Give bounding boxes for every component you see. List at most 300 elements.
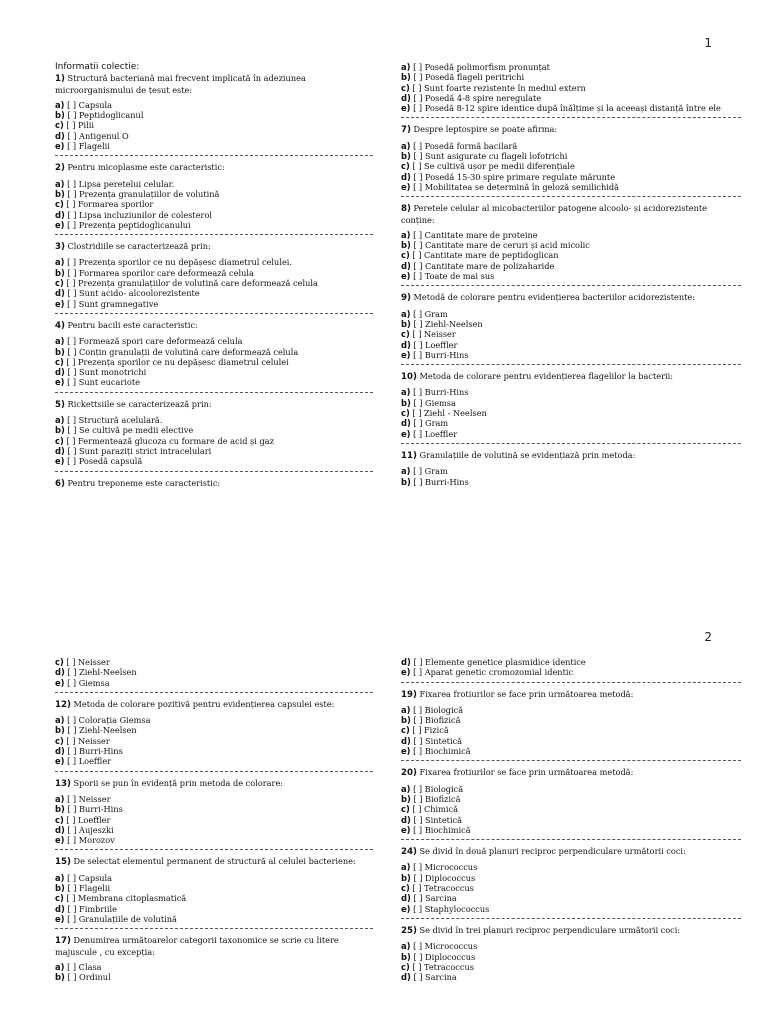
option-letter: c) [401, 408, 410, 419]
option-text: [ ] Se cultivă pe medii elective [67, 425, 194, 436]
question-title [55, 162, 373, 173]
answer-option[interactable] [401, 873, 741, 883]
question-title [401, 203, 741, 225]
option-text: [ ] Biologică [413, 783, 464, 794]
answer-option[interactable] [401, 952, 741, 962]
answer-option[interactable] [401, 667, 741, 677]
answer-option[interactable] [401, 746, 741, 756]
answer-option[interactable] [401, 398, 741, 408]
answer-option[interactable] [55, 446, 373, 456]
option-letter: e) [55, 756, 65, 767]
question-block [55, 399, 373, 467]
answer-option[interactable] [401, 141, 741, 151]
option-letter: b) [55, 346, 65, 357]
option-text: [ ] Burri-Hins [413, 387, 469, 398]
option-text: [ ] Giemsa [413, 397, 456, 408]
option-text: [ ] Posedă 15-30 spire primare regulate mărunte [413, 171, 616, 182]
answer-option[interactable] [401, 182, 741, 192]
option-text: [ ] Sunt monotrichi [67, 367, 147, 378]
answer-option[interactable] [401, 172, 741, 182]
option-text: [ ] Gram [413, 466, 448, 477]
answer-option[interactable] [401, 941, 741, 951]
option-letter: a) [55, 415, 65, 426]
question-title [55, 399, 373, 410]
dashed-separator [401, 760, 741, 761]
answer-option[interactable] [55, 962, 373, 972]
option-letter: e) [55, 835, 65, 846]
option-letter: a) [401, 466, 411, 477]
answer-option[interactable] [55, 299, 373, 309]
collection-info-heading: Informatii colectie: [55, 62, 140, 72]
answer-option[interactable] [55, 736, 373, 746]
answer-option[interactable] [55, 883, 373, 893]
option-text: [ ] Giemsa [67, 677, 110, 688]
option-text: [ ] Sintetică [413, 814, 463, 825]
answer-option[interactable] [55, 278, 373, 288]
option-letter: d) [401, 814, 411, 825]
answer-option[interactable] [55, 357, 373, 367]
option-letter: c) [55, 657, 64, 667]
option-letter: b) [401, 72, 411, 83]
option-text: [ ] Fizică [412, 725, 449, 736]
answer-option[interactable] [55, 715, 373, 725]
option-letter: d) [401, 657, 411, 667]
option-letter: d) [55, 445, 65, 456]
option-text: [ ] Antigenul O [67, 130, 129, 141]
option-text: [ ] Lipsa incluziunilor de colesterol [67, 209, 213, 220]
option-letter: e) [401, 667, 411, 678]
dashed-separator [55, 928, 373, 929]
option-text: [ ] Burri-Hins [67, 804, 123, 815]
question-text: Fixarea frotiurilor se face prin următoarea metodă: [419, 688, 634, 699]
answer-option[interactable] [401, 309, 741, 319]
question-block [401, 292, 741, 360]
option-text: [ ] Toate de mai sus [413, 271, 495, 282]
dashed-separator [401, 196, 741, 197]
question-block [55, 657, 373, 688]
answer-option[interactable] [401, 250, 741, 260]
option-text: [ ] Colorația Giemsa [67, 715, 151, 726]
answer-option[interactable] [55, 794, 373, 804]
question-title [55, 778, 373, 789]
left-column [55, 657, 373, 982]
answer-option[interactable] [55, 425, 373, 435]
right-column [401, 657, 741, 982]
answer-option[interactable] [401, 736, 741, 746]
option-letter: c) [55, 199, 64, 210]
option-letter: c) [401, 161, 410, 172]
option-letter: e) [55, 377, 65, 388]
answer-option[interactable] [401, 705, 741, 715]
option-text: [ ] Biologică [413, 704, 464, 715]
option-text: [ ] Membrana citoplasmatică [66, 893, 187, 904]
option-letter: b) [401, 951, 411, 962]
option-letter: a) [401, 941, 411, 952]
option-letter: d) [55, 903, 65, 914]
dashed-separator [55, 234, 373, 235]
option-text: [ ] Morozov [67, 835, 115, 846]
option-text: [ ] Cantitate mare de polizaharide [413, 260, 555, 271]
option-text: [ ] Mobilitatea se determină în geloză semilichidă [413, 181, 620, 192]
question-text: Metoda de colorare pozitivă pentru evidențierea capsulei este: [73, 698, 335, 709]
question-text: Clostridiile se caracterizează prin: [67, 241, 211, 252]
answer-option[interactable] [55, 367, 373, 377]
answer-option[interactable] [401, 715, 741, 725]
option-text: [ ] Conțin granulații de volutină care deformează celula [67, 346, 299, 357]
question-text: Metodă de colorare pentru evidențierea bacteriilor acidorezistente: [413, 292, 696, 303]
option-letter: b) [55, 883, 65, 894]
dashed-separator [55, 392, 373, 393]
option-text: [ ] Biochimică [413, 746, 471, 757]
answer-option[interactable] [55, 815, 373, 825]
question-number: 6) [55, 478, 65, 489]
option-text: [ ] Gram [413, 418, 449, 429]
answer-option[interactable] [55, 141, 373, 151]
option-text: [ ] Aujeszki [67, 824, 114, 835]
answer-option[interactable] [401, 804, 741, 814]
option-text: [ ] Biofizică [413, 715, 461, 726]
question-block [55, 320, 373, 388]
answer-option[interactable] [55, 288, 373, 298]
question-block [401, 925, 741, 982]
question-number: 2) [55, 163, 65, 174]
answer-option[interactable] [55, 725, 373, 735]
option-text: [ ] Peptidoglicanul [67, 110, 144, 121]
question-text: Pentru treponeme este caracteristic: [67, 477, 221, 488]
option-letter: d) [401, 735, 411, 746]
option-text: [ ] Fimbriile [67, 903, 117, 914]
option-text: [ ] Staphylococcus [413, 903, 490, 914]
option-letter: b) [401, 793, 411, 804]
option-text: [ ] Aparat genetic cromozomial identic [413, 667, 574, 678]
question-title [401, 450, 741, 461]
answer-option[interactable] [401, 271, 741, 281]
answer-option[interactable] [55, 825, 373, 835]
answer-option[interactable] [401, 657, 741, 667]
answer-option[interactable] [55, 678, 373, 688]
answer-option[interactable] [55, 972, 373, 982]
question-title [55, 478, 373, 489]
dashed-separator [55, 313, 373, 314]
question-title [401, 846, 741, 857]
option-letter: a) [401, 862, 411, 873]
question-block [55, 856, 373, 924]
answer-option[interactable] [401, 161, 741, 171]
option-letter: e) [401, 181, 411, 192]
question-block [401, 846, 741, 914]
answer-option[interactable] [55, 657, 373, 667]
option-letter: b) [55, 188, 65, 199]
option-text: [ ] Loeffler [413, 339, 458, 350]
dashed-separator [55, 692, 373, 693]
answer-option[interactable] [401, 862, 741, 872]
option-letter: d) [401, 92, 411, 103]
option-text: [ ] Gram [413, 308, 448, 319]
option-letter: c) [55, 356, 64, 367]
option-letter: b) [401, 397, 411, 408]
option-text: [ ] Fermentează glucoza cu formare de acid și gaz [66, 435, 274, 446]
answer-option[interactable] [401, 151, 741, 161]
answer-option[interactable] [401, 408, 741, 418]
option-text: [ ] Neisser [412, 329, 456, 340]
option-letter: a) [55, 257, 65, 268]
question-text: Rickettsiile se caracterizează prin: [67, 398, 212, 409]
option-letter: b) [401, 151, 411, 162]
answer-option[interactable] [401, 261, 741, 271]
question-block [401, 62, 741, 113]
option-letter: e) [55, 219, 65, 230]
answer-option[interactable] [401, 72, 741, 82]
option-text: [ ] Chimică [412, 804, 459, 815]
answer-option[interactable] [401, 825, 741, 835]
question-text: De selectat elementul permanent de structură al celulei bacteriene: [73, 856, 356, 867]
option-text: [ ] Sunt gramnegative [67, 298, 159, 309]
option-text: [ ] Posedă polimorfism pronunțat [413, 62, 550, 72]
answer-option[interactable] [55, 131, 373, 141]
question-title [55, 320, 373, 331]
option-letter: a) [55, 715, 65, 726]
option-text: [ ] Neisser [66, 657, 110, 667]
option-letter: a) [55, 961, 65, 972]
option-letter: c) [55, 435, 64, 446]
option-text: [ ] Diplococcus [413, 951, 476, 962]
answer-option[interactable] [55, 100, 373, 110]
answer-option[interactable] [401, 429, 741, 439]
question-number: 13) [55, 778, 71, 789]
question-title [401, 925, 741, 936]
dashed-separator [401, 285, 741, 286]
option-text: [ ] Prezența granulațiilor de volutină care deformează celula [66, 278, 318, 289]
answer-option[interactable] [401, 477, 741, 487]
option-letter: d) [401, 171, 411, 182]
option-text: [ ] Formarea sporilor [66, 199, 154, 210]
question-number: 20) [401, 768, 417, 779]
answer-option[interactable] [55, 746, 373, 756]
question-block [401, 450, 741, 487]
option-letter: e) [55, 141, 65, 152]
option-letter: e) [401, 746, 411, 757]
option-text: [ ] Formează spori care deformează celula [67, 336, 243, 347]
option-text: [ ] Capsula [67, 872, 113, 883]
question-block [401, 124, 741, 192]
option-letter: a) [401, 783, 411, 794]
dashed-separator [401, 364, 741, 365]
question-block [401, 657, 741, 678]
answer-option[interactable] [401, 350, 741, 360]
option-text: [ ] Burri-Hins [413, 476, 469, 487]
option-letter: d) [401, 972, 411, 983]
question-block [55, 935, 373, 982]
answer-option[interactable] [401, 794, 741, 804]
answer-option[interactable] [401, 904, 741, 914]
page-2 [0, 615, 768, 1024]
option-letter: b) [401, 715, 411, 726]
option-text: [ ] Loeffler [413, 428, 458, 439]
option-letter: d) [55, 746, 65, 757]
question-block [401, 371, 741, 439]
answer-option[interactable] [55, 257, 373, 267]
answer-option[interactable] [55, 179, 373, 189]
option-text: [ ] Se cultivă ușor pe medii diferențiale [412, 161, 575, 172]
question-block [401, 203, 741, 281]
question-title [55, 856, 373, 867]
question-text: Metoda de colorare pentru evidențierea flagelilor la bacterii: [419, 371, 674, 382]
option-letter: b) [401, 872, 411, 883]
option-letter: e) [55, 456, 65, 467]
answer-option[interactable] [55, 835, 373, 845]
answer-option[interactable] [55, 220, 373, 230]
option-text: [ ] Neisser [66, 735, 110, 746]
option-letter: e) [401, 824, 411, 835]
option-letter: a) [55, 872, 65, 883]
option-text: [ ] Sunt eucariote [67, 377, 140, 388]
option-letter: e) [55, 913, 65, 924]
dashed-separator [401, 839, 741, 840]
answer-option[interactable] [401, 340, 741, 350]
question-title [55, 699, 373, 710]
option-text: [ ] Structură acelulară. [67, 415, 163, 426]
answer-option[interactable] [55, 667, 373, 677]
answer-option[interactable] [55, 436, 373, 446]
answer-option[interactable] [401, 883, 741, 893]
question-title [401, 371, 741, 382]
question-block [55, 699, 373, 767]
answer-option[interactable] [401, 62, 741, 72]
question-block [401, 767, 741, 835]
answer-option[interactable] [55, 336, 373, 346]
question-title [401, 689, 741, 700]
option-text: [ ] Cantitate mare de peptidoglican [412, 250, 559, 261]
question-title [401, 292, 741, 303]
option-text: [ ] Micrococcus [413, 941, 478, 952]
option-letter: b) [55, 110, 65, 121]
answer-option[interactable] [401, 329, 741, 339]
answer-option[interactable] [55, 268, 373, 278]
question-number: 3) [55, 242, 65, 253]
option-letter: d) [55, 209, 65, 220]
option-letter: d) [401, 893, 411, 904]
question-block [55, 478, 373, 489]
answer-option[interactable] [55, 804, 373, 814]
option-letter: d) [401, 260, 411, 271]
answer-option[interactable] [55, 199, 373, 209]
answer-option[interactable] [401, 893, 741, 903]
option-text: [ ] Prezența peptidoglicanului [67, 219, 191, 230]
option-text: [ ] Ziehl-Neelsen [67, 725, 137, 736]
option-letter: c) [401, 961, 410, 972]
question-text: Se divid în trei planuri reciproc perpendiculare următorii coci: [419, 924, 681, 935]
question-number: 7) [401, 125, 411, 136]
answer-option[interactable] [55, 110, 373, 120]
answer-option[interactable] [401, 784, 741, 794]
option-letter: b) [55, 725, 65, 736]
option-letter: d) [55, 130, 65, 141]
option-letter: e) [401, 103, 411, 114]
question-title [55, 241, 373, 252]
option-letter: b) [55, 972, 65, 983]
right-column [401, 62, 741, 487]
answer-option[interactable] [55, 893, 373, 903]
option-letter: e) [401, 271, 411, 282]
question-block [55, 241, 373, 309]
question-text: Despre leptospire se poate afirma: [413, 124, 558, 135]
option-letter: a) [401, 140, 411, 151]
answer-option[interactable] [401, 962, 741, 972]
option-letter: b) [55, 804, 65, 815]
dashed-separator [55, 849, 373, 850]
option-letter: b) [401, 318, 411, 329]
answer-option[interactable] [55, 914, 373, 924]
answer-option[interactable] [401, 972, 741, 982]
answer-option[interactable] [401, 725, 741, 735]
question-text: Pentru micoplasme este caracteristic: [67, 162, 225, 173]
dashed-separator [401, 443, 741, 444]
answer-option[interactable] [55, 347, 373, 357]
option-text: [ ] Loeffler [67, 756, 112, 767]
question-number: 12) [55, 699, 71, 710]
option-text: [ ] Posedă 8-12 spire identice după înălțime și la aceeași distanță între ele [413, 103, 721, 114]
answer-option[interactable] [401, 815, 741, 825]
answer-option[interactable] [401, 93, 741, 103]
option-letter: d) [401, 339, 411, 350]
answer-option[interactable] [55, 189, 373, 199]
answer-option[interactable] [401, 319, 741, 329]
answer-option[interactable] [401, 418, 741, 428]
answer-option[interactable] [401, 230, 741, 240]
option-letter: c) [401, 82, 410, 93]
page-number: 2 [704, 630, 712, 644]
answer-option[interactable] [401, 466, 741, 476]
option-letter: c) [55, 893, 64, 904]
answer-option[interactable] [401, 387, 741, 397]
question-title [401, 767, 741, 778]
option-text: [ ] Tetracoccus [412, 883, 474, 894]
answer-option[interactable] [55, 904, 373, 914]
option-text: [ ] Ordinul [67, 972, 111, 983]
answer-option[interactable] [401, 83, 741, 93]
answer-option[interactable] [55, 120, 373, 130]
option-text: [ ] Sunt asigurate cu flageli lofotrichi [413, 151, 568, 162]
question-block [55, 73, 373, 151]
option-text: [ ] Sintetică [413, 735, 463, 746]
option-letter: e) [401, 349, 411, 360]
option-text: [ ] Cantitate mare de proteine [413, 229, 538, 240]
option-text: [ ] Ziehl - Neelsen [412, 408, 487, 419]
answer-option[interactable] [401, 240, 741, 250]
option-text: [ ] Granulațiile de volutină [67, 913, 177, 924]
option-letter: a) [55, 178, 65, 189]
question-number: 11) [401, 450, 417, 461]
answer-option[interactable] [55, 756, 373, 766]
option-letter: c) [55, 814, 64, 825]
option-letter: e) [401, 903, 411, 914]
option-text: [ ] Burri-Hins [413, 349, 469, 360]
answer-option[interactable] [55, 456, 373, 466]
answer-option[interactable] [55, 210, 373, 220]
dashed-separator [55, 471, 373, 472]
option-letter: a) [401, 229, 411, 240]
answer-option[interactable] [55, 377, 373, 387]
answer-option[interactable] [55, 415, 373, 425]
question-block [401, 689, 741, 757]
answer-option[interactable] [401, 103, 741, 113]
option-letter: a) [401, 62, 411, 72]
option-letter: e) [401, 428, 411, 439]
option-letter: c) [55, 120, 64, 131]
answer-option[interactable] [55, 873, 373, 883]
option-text: [ ] Posedă formă bacilară [413, 140, 518, 151]
question-text: Denumirea următoarelor categorii taxonomice se scrie cu litere majuscule , cu excepția: [55, 935, 339, 957]
